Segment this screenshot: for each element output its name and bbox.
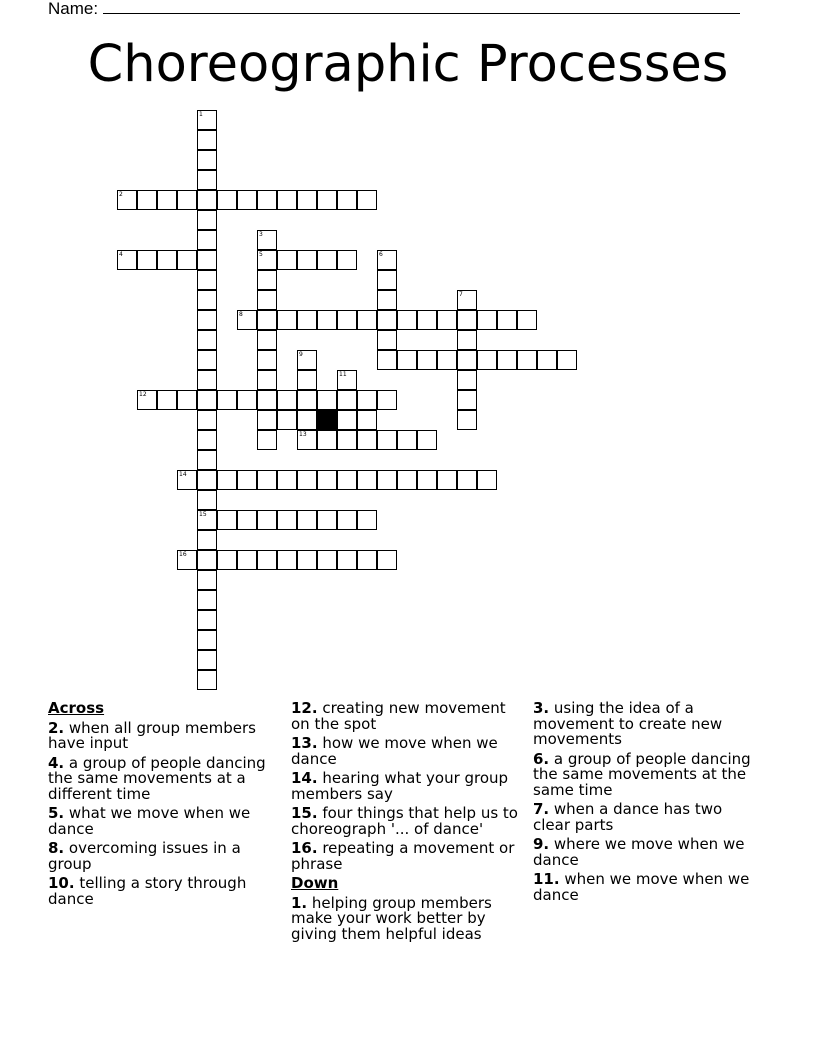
cell-number: 16 bbox=[179, 551, 187, 558]
cell-number: 4 bbox=[119, 251, 123, 258]
grid-cell[interactable] bbox=[337, 470, 357, 490]
grid-cell[interactable] bbox=[377, 330, 397, 350]
across-clue bbox=[291, 736, 523, 767]
grid-cell[interactable] bbox=[537, 350, 557, 370]
clue-number: 1. bbox=[291, 893, 308, 912]
grid-cell[interactable] bbox=[517, 350, 537, 370]
cell-number: 3 bbox=[259, 231, 263, 238]
grid-cell[interactable] bbox=[137, 250, 157, 270]
grid-cell[interactable] bbox=[297, 250, 317, 270]
grid-cell[interactable] bbox=[197, 450, 217, 470]
grid-cell[interactable] bbox=[397, 430, 417, 450]
grid-cell[interactable] bbox=[197, 470, 217, 490]
grid-cell[interactable] bbox=[257, 510, 277, 530]
grid-cell[interactable] bbox=[257, 230, 277, 250]
cell-number: 14 bbox=[179, 471, 187, 478]
down-clue bbox=[533, 749, 763, 799]
name-label: Name: bbox=[48, 0, 99, 18]
grid-cell[interactable] bbox=[157, 190, 177, 210]
grid-cell[interactable] bbox=[417, 350, 437, 370]
grid-cell[interactable] bbox=[437, 470, 457, 490]
grid-cell[interactable] bbox=[357, 390, 377, 410]
clue-number: 3. bbox=[533, 699, 550, 717]
grid-cell[interactable] bbox=[257, 190, 277, 210]
cell-number: 12 bbox=[139, 391, 147, 398]
grid-cell[interactable] bbox=[197, 110, 217, 130]
cell-number: 15 bbox=[199, 511, 207, 518]
grid-cell[interactable] bbox=[337, 410, 357, 430]
grid-cell[interactable] bbox=[197, 210, 217, 230]
grid-cell[interactable] bbox=[257, 470, 277, 490]
down-clue bbox=[533, 701, 763, 748]
grid-cell[interactable] bbox=[377, 270, 397, 290]
grid-cell[interactable] bbox=[357, 510, 377, 530]
grid-cell[interactable] bbox=[277, 550, 297, 570]
grid-cell[interactable] bbox=[237, 390, 257, 410]
clue-number: 14. bbox=[291, 769, 318, 787]
grid-cell[interactable] bbox=[197, 590, 217, 610]
cell-number: 11 bbox=[339, 371, 347, 378]
clue-text: what we move when we dance bbox=[48, 804, 251, 838]
grid-cell[interactable] bbox=[377, 430, 397, 450]
across-clue bbox=[48, 876, 278, 907]
grid-cell[interactable] bbox=[377, 470, 397, 490]
across-clue bbox=[48, 718, 278, 752]
grid-cell[interactable] bbox=[157, 250, 177, 270]
clue-text: a group of people dancing the same movements at a different time bbox=[48, 753, 266, 803]
grid-cell[interactable] bbox=[337, 430, 357, 450]
grid-cell[interactable] bbox=[197, 130, 217, 150]
grid-cell[interactable] bbox=[257, 290, 277, 310]
grid-cell[interactable] bbox=[257, 430, 277, 450]
grid-cell[interactable] bbox=[457, 370, 477, 390]
grid-cell[interactable] bbox=[197, 370, 217, 390]
clue-number: 9. bbox=[533, 835, 550, 853]
grid-cell[interactable] bbox=[257, 330, 277, 350]
grid-cell[interactable] bbox=[257, 350, 277, 370]
across-clue bbox=[291, 771, 523, 802]
clue-number: 12. bbox=[291, 699, 318, 717]
grid-cell[interactable] bbox=[197, 630, 217, 650]
grid-cell[interactable] bbox=[237, 550, 257, 570]
clue-number: 15. bbox=[291, 804, 318, 822]
grid-cell[interactable] bbox=[397, 470, 417, 490]
grid-cell[interactable] bbox=[297, 310, 317, 330]
grid-cell[interactable] bbox=[197, 310, 217, 330]
clues-column-2 bbox=[291, 701, 523, 946]
grid-cell[interactable] bbox=[297, 190, 317, 210]
grid-cell[interactable] bbox=[157, 390, 177, 410]
grid-cell[interactable] bbox=[477, 310, 497, 330]
grid-cell[interactable] bbox=[197, 350, 217, 370]
cell-number: 1 bbox=[199, 111, 203, 118]
down-clue bbox=[533, 872, 763, 903]
grid-cell[interactable] bbox=[197, 510, 217, 530]
grid-cell[interactable] bbox=[197, 330, 217, 350]
clue-text: when we move when we dance bbox=[533, 870, 750, 904]
grid-cell[interactable] bbox=[317, 190, 337, 210]
grid-cell[interactable] bbox=[377, 390, 397, 410]
grid-cell[interactable] bbox=[197, 550, 217, 570]
grid-cell[interactable] bbox=[237, 510, 257, 530]
grid-cell[interactable] bbox=[417, 470, 437, 490]
grid-cell[interactable] bbox=[257, 310, 277, 330]
grid-cell[interactable] bbox=[477, 470, 497, 490]
grid-cell[interactable] bbox=[337, 190, 357, 210]
grid-cell[interactable] bbox=[337, 310, 357, 330]
grid-cell[interactable] bbox=[217, 190, 237, 210]
grid-cell[interactable] bbox=[357, 470, 377, 490]
grid-cell[interactable] bbox=[457, 290, 477, 310]
grid-cell[interactable] bbox=[217, 470, 237, 490]
grid-cell[interactable] bbox=[357, 410, 377, 430]
clue-number: 7. bbox=[533, 800, 550, 818]
grid-cell[interactable] bbox=[177, 470, 197, 490]
clue-number: 4. bbox=[48, 753, 65, 772]
grid-cell[interactable] bbox=[317, 310, 337, 330]
grid-cell[interactable] bbox=[197, 170, 217, 190]
clue-number: 11. bbox=[533, 870, 560, 888]
grid-cell[interactable] bbox=[197, 290, 217, 310]
clue-text: creating new movement on the spot bbox=[291, 699, 506, 733]
grid-cell[interactable] bbox=[177, 390, 197, 410]
grid-cell[interactable] bbox=[277, 310, 297, 330]
grid-cell[interactable] bbox=[317, 250, 337, 270]
down-clues-column-3 bbox=[533, 701, 763, 907]
clue-number: 13. bbox=[291, 734, 318, 752]
page-title: Choreographic Processes bbox=[87, 35, 729, 94]
clue-text: when all group members have input bbox=[48, 718, 256, 752]
across-clue bbox=[291, 841, 523, 872]
grid-cell[interactable] bbox=[317, 550, 337, 570]
grid-block bbox=[317, 410, 337, 430]
grid-cell[interactable] bbox=[317, 430, 337, 450]
grid-cell[interactable] bbox=[197, 410, 217, 430]
grid-cell[interactable] bbox=[497, 310, 517, 330]
clue-text: where we move when we dance bbox=[533, 835, 745, 869]
grid-cell[interactable] bbox=[337, 250, 357, 270]
clue-text: a group of people dancing the same movements at the same time bbox=[533, 749, 751, 799]
grid-cell[interactable] bbox=[217, 550, 237, 570]
down-heading: Down bbox=[291, 874, 339, 892]
grid-cell[interactable] bbox=[197, 150, 217, 170]
cell-number: 6 bbox=[379, 251, 383, 258]
grid-cell[interactable] bbox=[377, 350, 397, 370]
grid-cell[interactable] bbox=[317, 510, 337, 530]
grid-cell[interactable] bbox=[197, 570, 217, 590]
cell-number: 8 bbox=[239, 311, 243, 318]
grid-cell[interactable] bbox=[417, 430, 437, 450]
clue-text: when a dance has two clear parts bbox=[533, 800, 723, 834]
across-clue bbox=[48, 753, 278, 803]
down-clue bbox=[533, 837, 763, 868]
grid-cell[interactable] bbox=[137, 390, 157, 410]
grid-cell[interactable] bbox=[177, 550, 197, 570]
grid-cell[interactable] bbox=[357, 550, 377, 570]
grid-cell[interactable] bbox=[457, 470, 477, 490]
clue-number: 8. bbox=[48, 839, 65, 857]
grid-cell[interactable] bbox=[497, 350, 517, 370]
across-clue bbox=[291, 701, 523, 732]
grid-cell[interactable] bbox=[117, 250, 137, 270]
grid-cell[interactable] bbox=[337, 390, 357, 410]
grid-cell[interactable] bbox=[297, 390, 317, 410]
grid-cell[interactable] bbox=[337, 550, 357, 570]
grid-cell[interactable] bbox=[297, 510, 317, 530]
grid-cell[interactable] bbox=[257, 250, 277, 270]
grid-cell[interactable] bbox=[197, 530, 217, 550]
clue-number: 6. bbox=[533, 749, 550, 768]
grid-cell[interactable] bbox=[197, 250, 217, 270]
grid-cell[interactable] bbox=[197, 270, 217, 290]
grid-cell[interactable] bbox=[457, 410, 477, 430]
clue-number: 2. bbox=[48, 718, 65, 737]
across-heading: Across bbox=[48, 699, 105, 717]
grid-cell[interactable] bbox=[257, 390, 277, 410]
grid-cell[interactable] bbox=[197, 670, 217, 690]
grid-cell[interactable] bbox=[417, 310, 437, 330]
grid-cell[interactable] bbox=[257, 410, 277, 430]
grid-cell[interactable] bbox=[217, 390, 237, 410]
grid-cell[interactable] bbox=[197, 490, 217, 510]
grid-cell[interactable] bbox=[337, 510, 357, 530]
cell-number: 7 bbox=[459, 291, 463, 298]
grid-cell[interactable] bbox=[277, 190, 297, 210]
grid-cell[interactable] bbox=[197, 610, 217, 630]
cell-number: 9 bbox=[299, 351, 303, 358]
grid-cell[interactable] bbox=[377, 290, 397, 310]
clue-text: overcoming issues in a group bbox=[48, 839, 241, 873]
grid-cell[interactable] bbox=[297, 430, 317, 450]
grid-cell[interactable] bbox=[237, 190, 257, 210]
grid-cell[interactable] bbox=[277, 410, 297, 430]
clue-text: using the idea of a movement to create new movements bbox=[533, 699, 723, 748]
clue-text: telling a story through dance bbox=[48, 874, 247, 908]
grid-cell[interactable] bbox=[277, 510, 297, 530]
across-clue bbox=[48, 841, 278, 872]
cell-number: 2 bbox=[119, 191, 123, 198]
grid-cell[interactable] bbox=[397, 310, 417, 330]
grid-cell[interactable] bbox=[317, 470, 337, 490]
grid-cell[interactable] bbox=[197, 430, 217, 450]
grid-cell[interactable] bbox=[137, 190, 157, 210]
grid-cell[interactable] bbox=[237, 310, 257, 330]
grid-cell[interactable] bbox=[357, 190, 377, 210]
grid-cell[interactable] bbox=[277, 390, 297, 410]
grid-cell[interactable] bbox=[277, 470, 297, 490]
grid-cell[interactable] bbox=[437, 350, 457, 370]
clue-text: repeating a movement or phrase bbox=[291, 839, 515, 873]
across-clues-column-1 bbox=[48, 701, 278, 911]
clue-text: hearing what your group members say bbox=[291, 769, 509, 803]
grid-cell[interactable] bbox=[297, 370, 317, 390]
grid-cell[interactable] bbox=[257, 370, 277, 390]
grid-cell[interactable] bbox=[557, 350, 577, 370]
grid-cell[interactable] bbox=[337, 370, 357, 390]
grid-cell[interactable] bbox=[197, 650, 217, 670]
grid-cell[interactable] bbox=[457, 330, 477, 350]
grid-cell[interactable] bbox=[237, 470, 257, 490]
grid-cell[interactable] bbox=[457, 310, 477, 330]
grid-cell[interactable] bbox=[197, 390, 217, 410]
grid-cell[interactable] bbox=[197, 190, 217, 210]
grid-cell[interactable] bbox=[297, 470, 317, 490]
grid-cell[interactable] bbox=[177, 250, 197, 270]
grid-cell[interactable] bbox=[377, 310, 397, 330]
grid-cell[interactable] bbox=[357, 310, 377, 330]
grid-cell[interactable] bbox=[377, 250, 397, 270]
grid-cell[interactable] bbox=[457, 350, 477, 370]
grid-cell[interactable] bbox=[297, 410, 317, 430]
clue-text: how we move when we dance bbox=[291, 734, 498, 768]
grid-cell[interactable] bbox=[257, 550, 277, 570]
down-clue bbox=[291, 893, 523, 943]
clue-text: four things that help us to choreograph '... of dance' bbox=[291, 804, 518, 838]
down-clue bbox=[533, 802, 763, 833]
cell-number: 13 bbox=[299, 431, 307, 438]
grid-cell[interactable] bbox=[257, 270, 277, 290]
grid-cell[interactable] bbox=[457, 390, 477, 410]
across-clue bbox=[48, 806, 278, 837]
cell-number: 5 bbox=[259, 251, 263, 258]
grid-cell[interactable] bbox=[437, 310, 457, 330]
grid-cell[interactable] bbox=[117, 190, 137, 210]
clue-number: 16. bbox=[291, 839, 318, 857]
grid-cell[interactable] bbox=[177, 190, 197, 210]
grid-cell[interactable] bbox=[517, 310, 537, 330]
grid-cell[interactable] bbox=[357, 430, 377, 450]
across-clue bbox=[291, 806, 523, 837]
grid-cell[interactable] bbox=[377, 550, 397, 570]
grid-cell[interactable] bbox=[297, 550, 317, 570]
grid-cell[interactable] bbox=[197, 230, 217, 250]
clue-number: 10. bbox=[48, 874, 75, 892]
clue-text: helping group members make your work better by giving them helpful ideas bbox=[291, 893, 492, 943]
grid-cell[interactable] bbox=[477, 350, 497, 370]
grid-cell[interactable] bbox=[397, 350, 417, 370]
clue-number: 5. bbox=[48, 804, 65, 822]
grid-cell[interactable] bbox=[317, 390, 337, 410]
grid-cell[interactable] bbox=[217, 510, 237, 530]
grid-cell[interactable] bbox=[297, 350, 317, 370]
grid-cell[interactable] bbox=[277, 250, 297, 270]
